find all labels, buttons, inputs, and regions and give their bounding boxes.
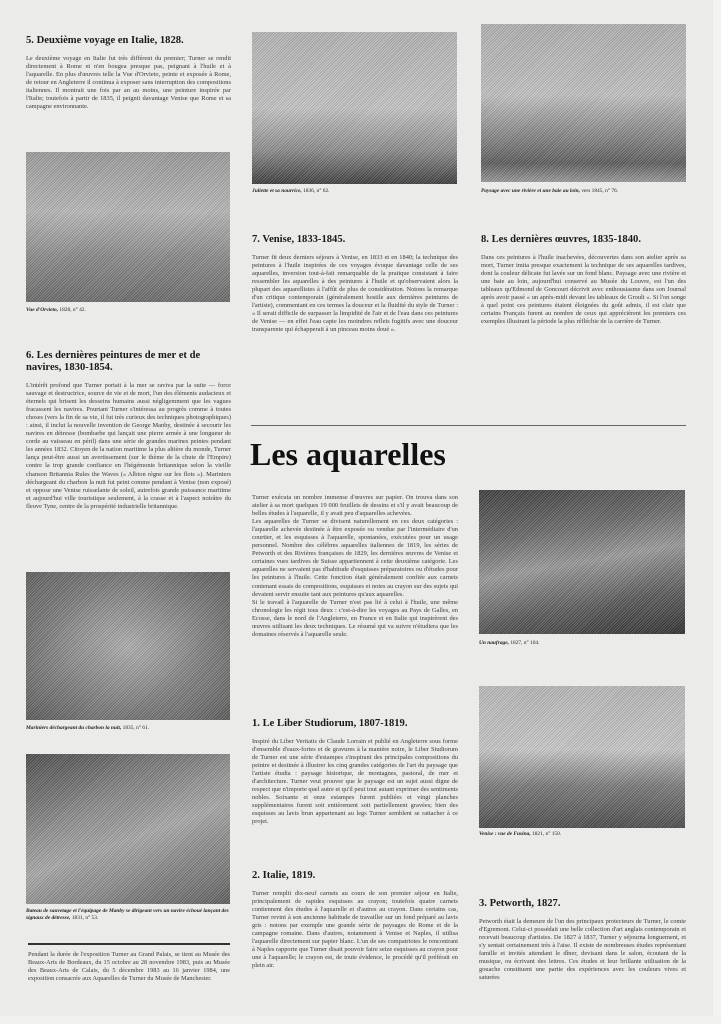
section-7 [252, 234, 458, 334]
caption-title: Juliette et sa nourrice, [252, 188, 302, 194]
section-body: Turner remplit dix-neuf carnets au cours de son premier séjour en Italie, principalement de rapides esquisses au crayon; toutefois quatre carnets contiennent des études à l'aquarelle et d'autres au crayon. Dans certains cas, Turner revint à son ancienne habitude de travailler sur un fond préparé au lavis gris : notons par exemple une grande série de paysages de Rome et de la campagne romaine. Dans d'autres, notamment à Venise et Naples, il utilisa l'aquarelle directement sur papier blanc. L'un de ses compatriotes le rencontrant à Naples rapporte que Turner disait pouvoir faire seize esquisses au crayon pour une à l'aquarelle; le crayon est, de toute évidence, le procédé qu'il préférait en plein air. [252, 890, 458, 970]
section-body: L'intérêt profond que Turner portait à la mer se raviva par la suite — force sauvage et destructrice, source de vie et de mort, l'un des éléments audacieux et éternels qui brisent les desseins humains aussi négligemment que les vagues fracassent les navires. Pourtant Turner s'intéressa au progrès comme à toutes choses (vers la fin de sa vie, il fut très curieux des techniques photographiques) : ainsi, il inclut la nouvelle invention de George Manby, destinée à secourir les navires en détresse (bombarbe qui lançait une pierre armée à une longueur de corde au vaisseau en péril) dans une série de grandes marines peintes pendant les années 1832. Citoyen de la nation maritime la plus altière du monde, Turner lança peut-être aussi un avertissement (sur le thème de la chute de l'Empire) contre la trop grande confiance en l'hégémonie britannique selon la vieille chanson Britannia Rules the Waves (« Albion règne sur les flots »). Mariniers déchargeant du charbon la nuit fut peint comme pendant à Venise (non exposé) et oppose une Venise ruisselante de soleil, autrefois grande puissance maritime et aujourd'hui ville touristique seulement, à la crasse et à l'aspect noirâtre du fleuve Tyne, centre de la prospérité industrielle britannique. [26, 382, 231, 510]
caption-title: Paysage avec une rivière et une baie au loin, [481, 188, 580, 194]
caption-meta: 1828, n° 42. [59, 307, 86, 313]
section-5 [26, 35, 231, 111]
caption-title: Mariniers déchargeant du charbon la nuit, [26, 725, 122, 731]
intro-paragraph: Si le travail à l'aquarelle de Turner n'est pas lié à celui à l'huile, une même chronologie les régit tous deux : c'est-à-dire les voyages au Pays de Galles, en Ecosse, dans le nord de l'Angleterre, en France et en Italie qui inspirèrent des œuvres utilisant les deux techniques. Le résumé qui va suivre n'étudiera que les domaines réservés à l'aquarelle seule. [252, 598, 458, 638]
section-heading: 2. Italie, 1819. [252, 870, 316, 881]
section-heading: 5. Deuxième voyage en Italie, 1828. [26, 35, 184, 46]
section-6 [26, 350, 231, 511]
section-divider [251, 425, 686, 426]
section-heading: 7. Venise, 1833-1845. [252, 234, 346, 245]
caption-title: Venise : vue de Fusina, [479, 831, 531, 837]
caption-title: Vue d'Orvieto, [26, 307, 59, 313]
caption-meta: 1821, n° 150. [532, 831, 562, 837]
exhibition-footnote: Pendant la durée de l'exposition Turner au Grand Palais, se tient au Musée des Beaux-Arts de Bordeaux, du 15 octobre au 28 novembre 1983, puis au Musée des Beaux-Arts de Calais, du 5 décembre 1983 au 16 janvier 1984, une exposition consacrée aux Aquarelles de Turner du Musée de Manchester. [28, 951, 230, 982]
intro-paragraph: Turner exécuta un nombre immense d'œuvres sur papier. On trouva dans son atelier à sa mort quelques 19 000 feuillets de dessins et s'il y avait beaucoup de belles études à l'aquarelle, il y avait peu d'aquarelles achevées. [252, 494, 458, 518]
painting-mariniers [26, 572, 230, 720]
caption-title: Bateau de sauvetage et l'équipage de Manby se dirigeant vers un navire échoué lançant des signaux de détresse, [26, 908, 229, 921]
caption-mariniers [26, 725, 231, 732]
intro-paragraph: Les aquarelles de Turner se divisent naturellement en ces deux catégories : l'aquarelle achevée destinée à être exposée ou vendue par l'intermédiaire d'un courtier, et les esquisses à l'aquarelle, spontanées, exécutées pour un usage personnel. Nombre des célèbres aquarelles italiennes de 1819, les séries de Petworth et des Rivières françaises de 1829, les dernières œuvres de Venise et certaines vues tardives de Suisse appartiennent à cette deuxième catégorie. Les aquarelles ne servaient pas d'habitude d'esquisses préparatoires ou d'études pour les peintures à l'huile. Cette fonction était généralement confiée aux carnets contenant essais de compositions, esquisses et notes au crayon sur des sujets qui devaient servir ensuite tant aux peintures qu'aux aquarelles. [252, 518, 458, 598]
caption-title: Un naufrage, [479, 640, 509, 646]
section-heading: 3. Petworth, 1827. [479, 898, 561, 909]
caption-juliette [252, 188, 457, 195]
page-edge [713, 0, 721, 1024]
aquarelle-section-2 [252, 870, 458, 970]
aquarelles-title: Les aquarelles [250, 436, 446, 472]
footnote-divider [28, 943, 230, 945]
caption-meta: 1835, n° 61. [122, 725, 150, 731]
caption-meta: 1827, n° 104. [510, 640, 540, 646]
section-body: Inspiré du Liber Veritatis de Claude Lorrain et publié en Angleterre sous forme d'ensemble d'eaux-fortes et de gravures à la manière noire, le Liber Studiorum de Turner est une série d'estampes s'inspirant des principales compositions du peintre et destinée à illustrer les cinq grandes catégories de l'art du paysage que l'artiste étudia : paysage historique, de montagnes, pastoral, de mer et d'architecture. Turner veut prouver que le paysage est un sujet aussi digne de respect que n'importe quel autre et qu'il peut tout autant exprimer des sentiments nobles. Soixante et onze estampes furent publiées et vingt planches supplémentaires furent soit entièrement soit partiellement gravées; bien des esquisses au lavis brun appartenant au legs Turner semblent se rattacher à ce projet. [252, 738, 458, 826]
caption-naufrage [479, 640, 684, 647]
painting-paysage-riviere [481, 24, 686, 182]
section-heading: 6. Les dernières peintures de mer et de navires, 1830-1854. [26, 350, 201, 373]
section-body: Le deuxième voyage en Italie fut très différent du premier; Turner se rendit directement à Rome et n'en bougea presque pas, peignant à l'huile et à l'aquarelle. En plus d'œuvres telle la Vue d'Orvieto, peinte et exposée à Rome, de retour en Angleterre il continua à exposer sans interruption des compositions italiennes. Il montrait une fois par an au moins, une peinture inspirée par l'Italie; toutefois à partir de 1835, il peignit davantage Venise que Rome et sa campagne environnante. [26, 55, 231, 111]
page-bottom-edge [0, 1016, 721, 1024]
painting-bateau-sauvetage [26, 754, 230, 904]
caption-bateau [26, 908, 231, 922]
caption-meta: vers 1845, n° 76. [581, 188, 619, 194]
aquarelle-section-3 [479, 898, 686, 982]
caption-meta: 1836, n° 62. [303, 188, 330, 194]
section-body: Dans ces peintures à l'huile inachevées, découvertes dans son atelier après sa mort, Turner imita presque exactement la technique de ses aquarelles tardives, dont la couleur délicate fut lavée sur un fond blanc. Paysage avec une rivière et une baie au loin, aujourd'hui conservé au Musée du Louvre, est l'un des tableaux qu'Edmond de Goncourt décrivit avec enthousiasme dans son Journal après avoir passé « un après-midi devant les tableaux de Groult ». Si l'on songe à quel point ces peintures étaient éloignées du goût admis, il est clair que certains Français furent au nombre de ceux qui apprécièrent les premiers ces exemples illustrant la période la plus réfléchie de la carrière de Turner. [481, 254, 686, 326]
painting-venise-fusina [479, 686, 685, 828]
section-8 [481, 234, 686, 326]
painting-juliette [252, 32, 457, 184]
caption-fusina [479, 831, 684, 838]
caption-orvieto [26, 307, 231, 314]
aquarelles-intro [252, 494, 458, 639]
caption-meta: 1831, n° 53. [71, 915, 99, 921]
section-heading: 1. Le Liber Studiorum, 1807-1819. [252, 718, 408, 729]
painting-vue-orvieto [26, 152, 230, 302]
painting-naufrage [479, 490, 685, 634]
caption-paysage [481, 188, 696, 195]
section-body: Turner fit deux derniers séjours à Venise, en 1833 et en 1840; la technique des peintures à l'huile inspirées de ces voyages évoque davantage celle de ses aquarelles, inversion tout-à-fait remarquable de la pratique consistant à faire ressembler les aquarelles à des peintures à l'huile et qu'observaient alors la plupart des aquarellistes à l'affût de plus de considération. Notons la remarque d'un critique contemporain (généralement hostile aux dernières peintures de l'artiste), commentant en ces termes la douceur et la fluidité du style de Turner : « Il serait difficile de surpasser la limpidité de l'air et de l'eau dans ces peintures de Venise — en effet l'eau capte les moindres reflets fugitifs avec une douceur transparente qui échapperait à un pinceau moins doué ». [252, 254, 458, 334]
section-body: Petworth était la demeure de l'un des principaux protecteurs de Turner, le comte d'Egremont. Celui-ci possédait une belle collection d'art anglais contemporain et recevait beaucoup d'artistes. De 1827 à 1837, Turner y séjourna longuement, et s'y sentait certainement très à l'aise. Il existe de nombreuses études représentant famille et invités attendant le dîner, devisant dans le salon, écoutant de la musique, ou écrivant des lettres. Ces études et leur brillante utilisation de la gouache constituent une partie des expériences avec les couleurs vives et saturées [479, 918, 686, 982]
section-heading: 8. Les dernières œuvres, 1835-1840. [481, 234, 641, 245]
aquarelle-section-1 [252, 718, 458, 827]
